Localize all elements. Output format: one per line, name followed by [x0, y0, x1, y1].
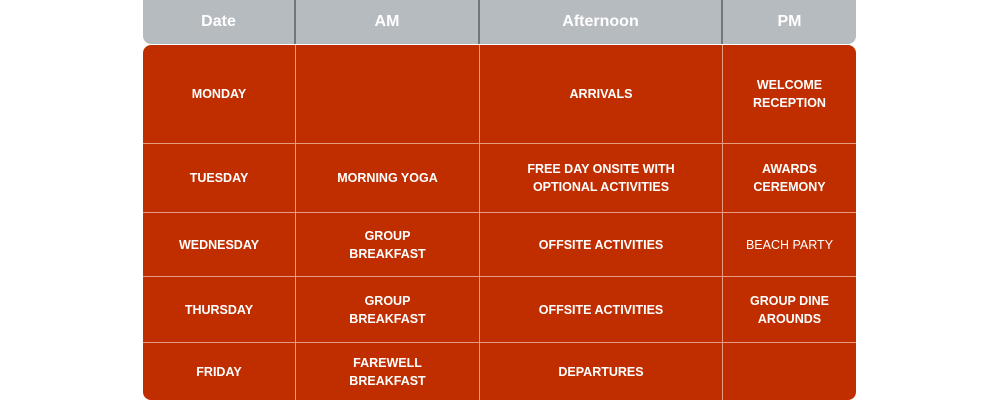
cell-am: MORNING YOGA	[296, 144, 480, 213]
cell-am: GROUP BREAKFAST	[296, 213, 480, 277]
cell-afternoon: OFFSITE ACTIVITIES	[480, 277, 723, 343]
table-header	[143, 0, 856, 44]
header-pm: PM	[777, 13, 802, 30]
schedule-table	[143, 0, 856, 400]
cell-pm: AWARDS CEREMONY	[723, 144, 856, 213]
cell-pm: GROUP DINE AROUNDS	[723, 277, 856, 343]
cell-am: FAREWELL BREAKFAST	[296, 343, 480, 400]
cell-afternoon: OFFSITE ACTIVITIES	[480, 213, 723, 277]
cell-afternoon: FREE DAY ONSITE WITH OPTIONAL ACTIVITIES	[480, 144, 723, 213]
cell-date: WEDNESDAY	[143, 213, 296, 277]
header-am: AM	[296, 0, 480, 44]
header-date: Date	[143, 0, 296, 44]
cell-pm	[723, 343, 856, 400]
cell-date: TUESDAY	[143, 144, 296, 213]
cell-date: THURSDAY	[143, 277, 296, 343]
cell-date: FRIDAY	[143, 343, 296, 400]
cell-date: MONDAY	[143, 45, 296, 144]
cell-pm: WELCOME RECEPTION	[723, 45, 856, 144]
header-afternoon: Afternoon	[480, 0, 723, 44]
cell-afternoon: DEPARTURES	[480, 343, 723, 400]
table-body	[143, 45, 856, 400]
cell-am: GROUP BREAKFAST	[296, 277, 480, 343]
cell-am	[296, 45, 480, 144]
cell-afternoon: ARRIVALS	[480, 45, 723, 144]
cell-pm: BEACH PARTY	[723, 213, 856, 277]
